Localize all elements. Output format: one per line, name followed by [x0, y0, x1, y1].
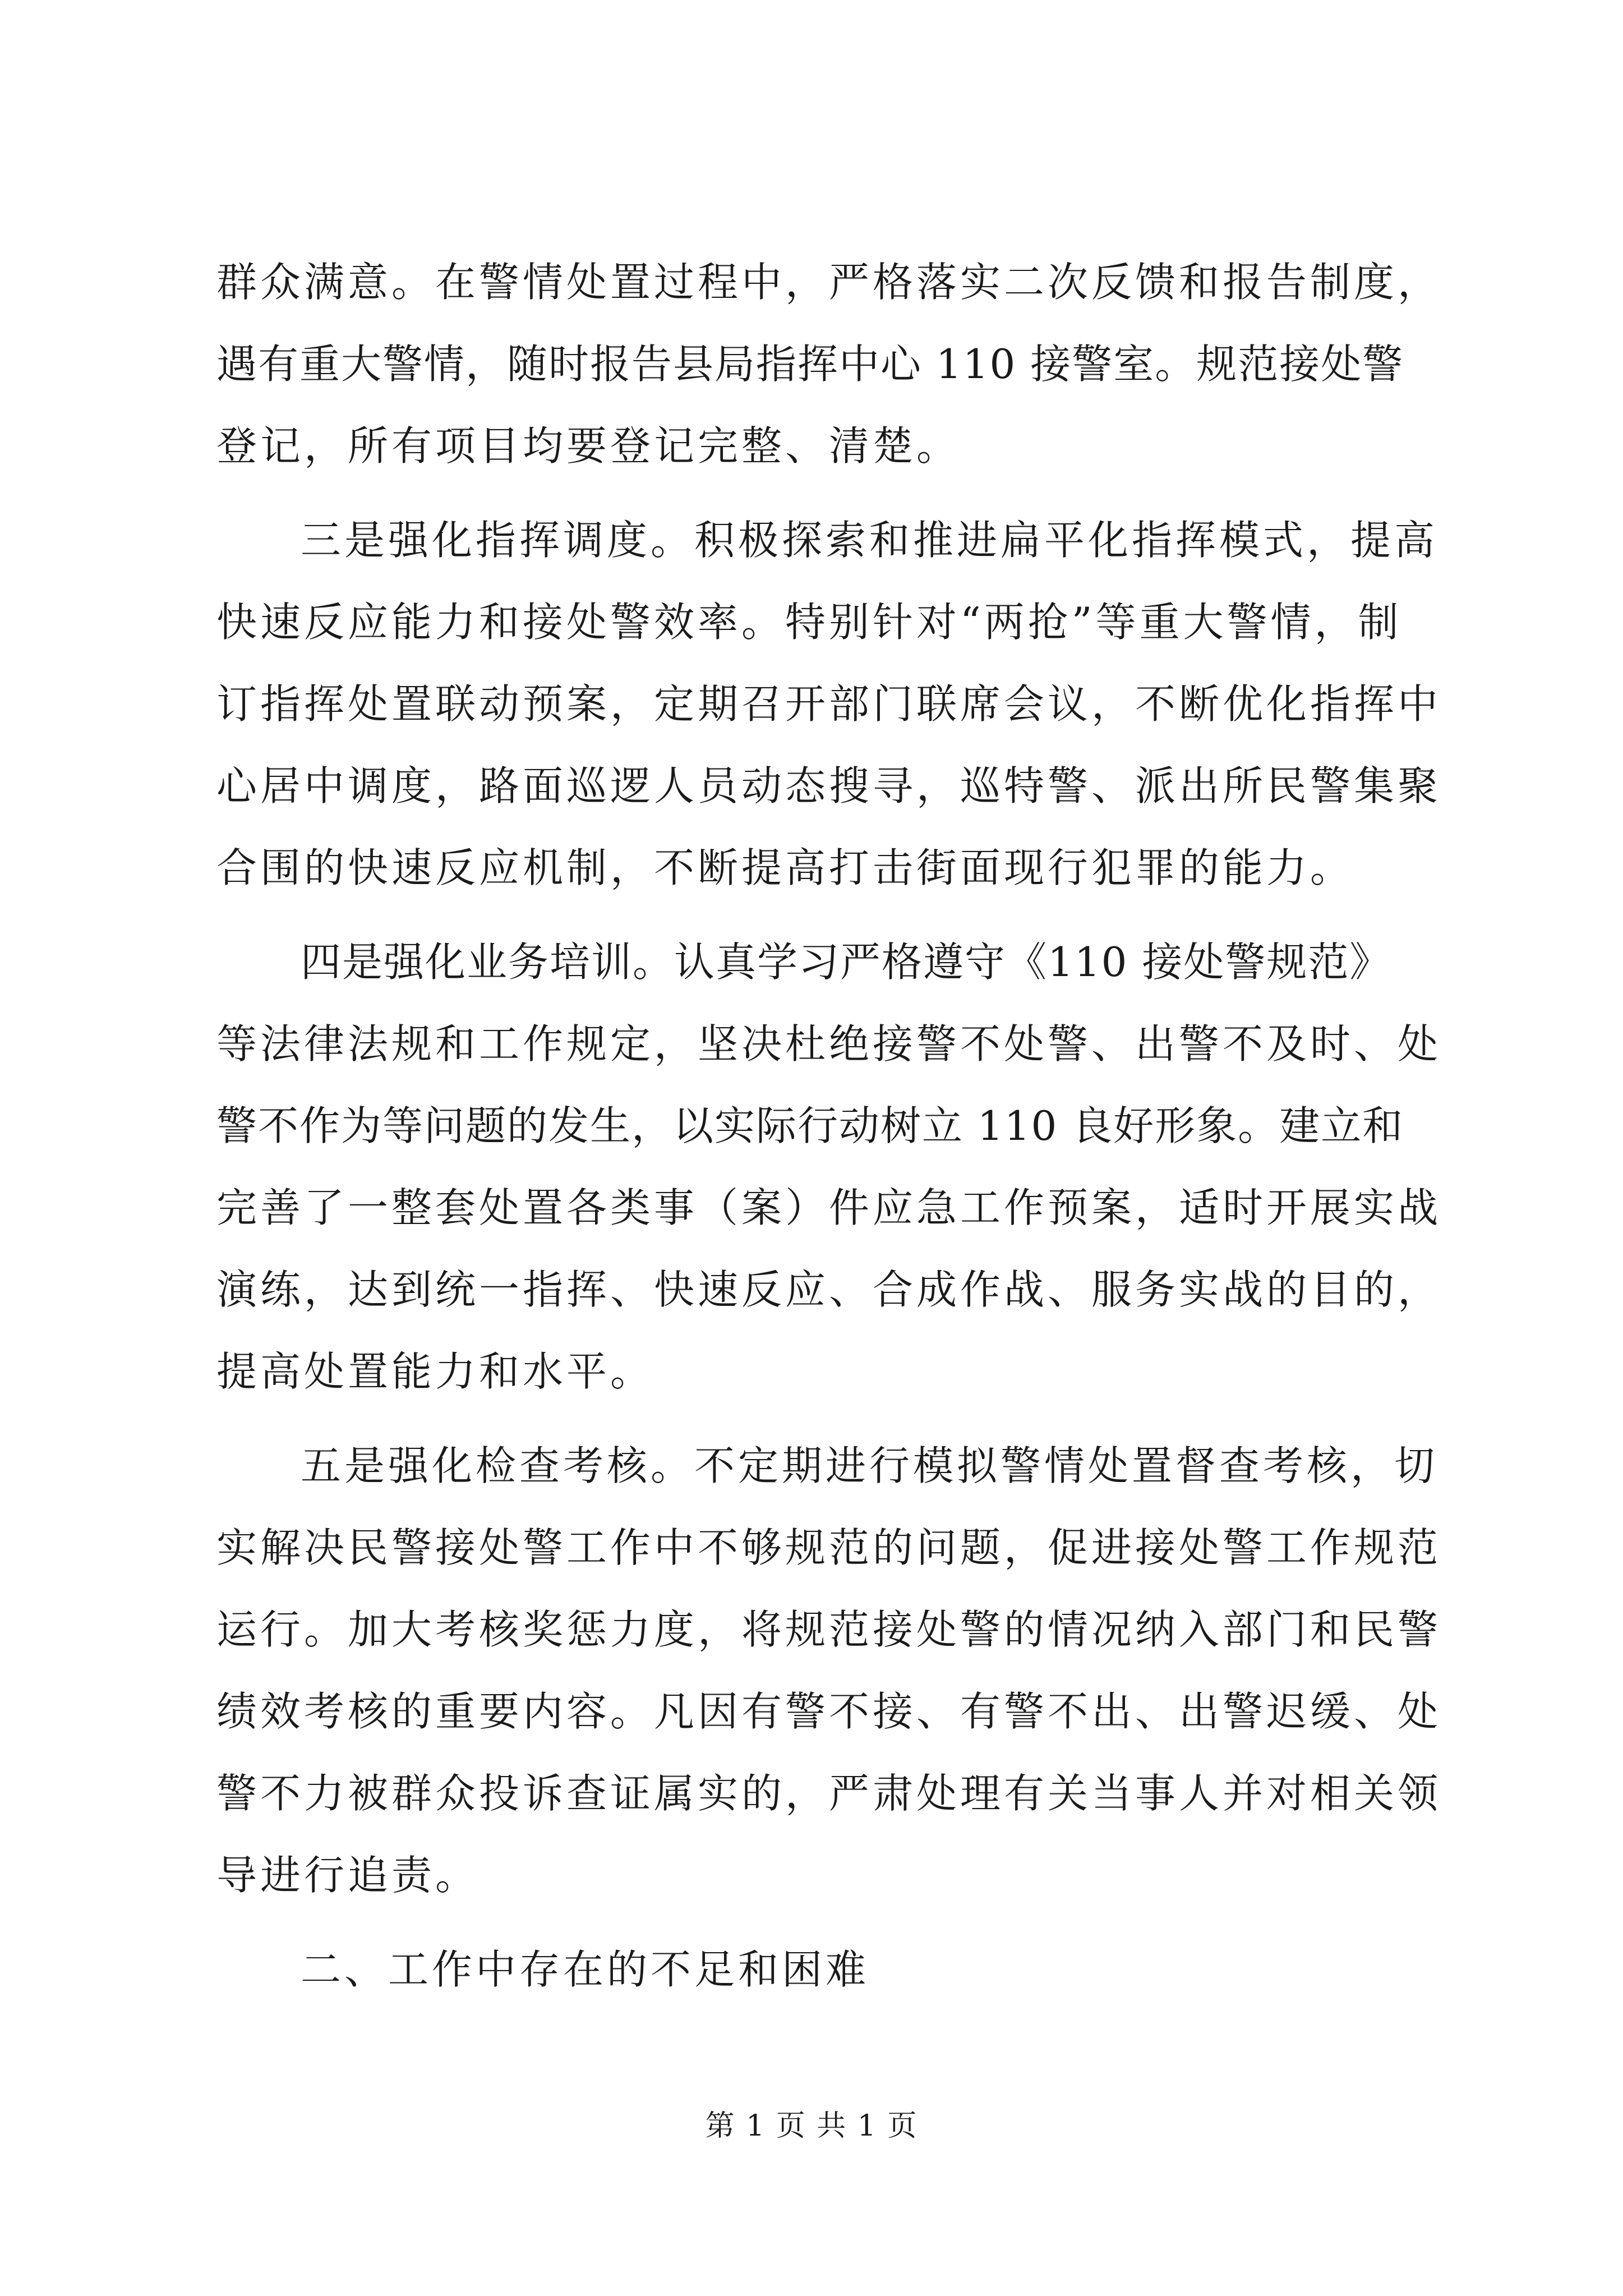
text-line: 提高处置能力和水平。	[216, 1348, 654, 1395]
text-line: 等法律法规和工作规定，坚决杜绝接警不处警、出警不及时、处	[216, 1020, 1442, 1068]
paragraph	[216, 499, 1442, 909]
text-line: 绩效考核的重要内容。凡因有警不接、有警不出、出警迟缓、处	[216, 1688, 1442, 1735]
text-line: 遇有重大警情，随时报告县局指挥中心 110 接警室。规范接处警	[216, 341, 1404, 388]
text-line: 心居中调度，路面巡逻人员动态搜寻，巡特警、派出所民警集聚	[216, 762, 1442, 809]
section-heading	[216, 1929, 1422, 2010]
text-line: 四是强化业务培训。认真学习严格遵守《110 接处警规范》	[301, 938, 1391, 986]
text-line: 警不作为等问题的发生，以实际行动树立 110 良好形象。建立和	[216, 1102, 1404, 1149]
text-line: 群众满意。在警情处置过程中，严格落实二次反馈和报告制度，	[216, 259, 1442, 306]
paragraph	[216, 921, 1442, 1412]
text-line: 订指挥处置联动预案，定期召开部门联席会议，不断优化指挥中	[216, 680, 1442, 728]
text-line: 登记，所有项目均要登记完整、清楚。	[216, 422, 961, 470]
page-number: 第 1 页 共 1 页	[705, 2109, 918, 2143]
paragraph	[216, 1425, 1442, 1916]
text-line: 实解决民警接处警工作中不够规范的问题，促进接处警工作规范	[216, 1524, 1442, 1571]
document-body	[216, 241, 1442, 2010]
text-line: 五是强化检查考核。不定期进行模拟警情处置督查考核，切	[301, 1442, 1438, 1489]
heading-text: 二、工作中存在的不足和困难	[301, 1946, 870, 1993]
text-line: 导进行追责。	[216, 1852, 479, 1899]
paragraph	[216, 241, 1442, 487]
text-line: 快速反应能力和接处警效率。特别针对“两抢”等重大警情，制	[216, 599, 1402, 646]
text-line: 警不力被群众投诉查证属实的，严肃处理有关当事人并对相关领	[216, 1770, 1442, 1817]
text-line: 完善了一整套处置各类事（案）件应急工作预案，适时开展实战	[216, 1184, 1442, 1231]
text-line: 三是强化指挥调度。积极探索和推进扁平化指挥模式，提高	[301, 517, 1438, 564]
text-line: 运行。加大考核奖惩力度，将规范接处警的情况纳入部门和民警	[216, 1606, 1442, 1653]
text-line: 合围的快速反应机制，不断提高打击街面现行犯罪的能力。	[216, 844, 1354, 891]
text-line: 演练，达到统一指挥、快速反应、合成作战、服务实战的目的，	[216, 1266, 1442, 1313]
page-footer	[0, 2106, 1623, 2146]
